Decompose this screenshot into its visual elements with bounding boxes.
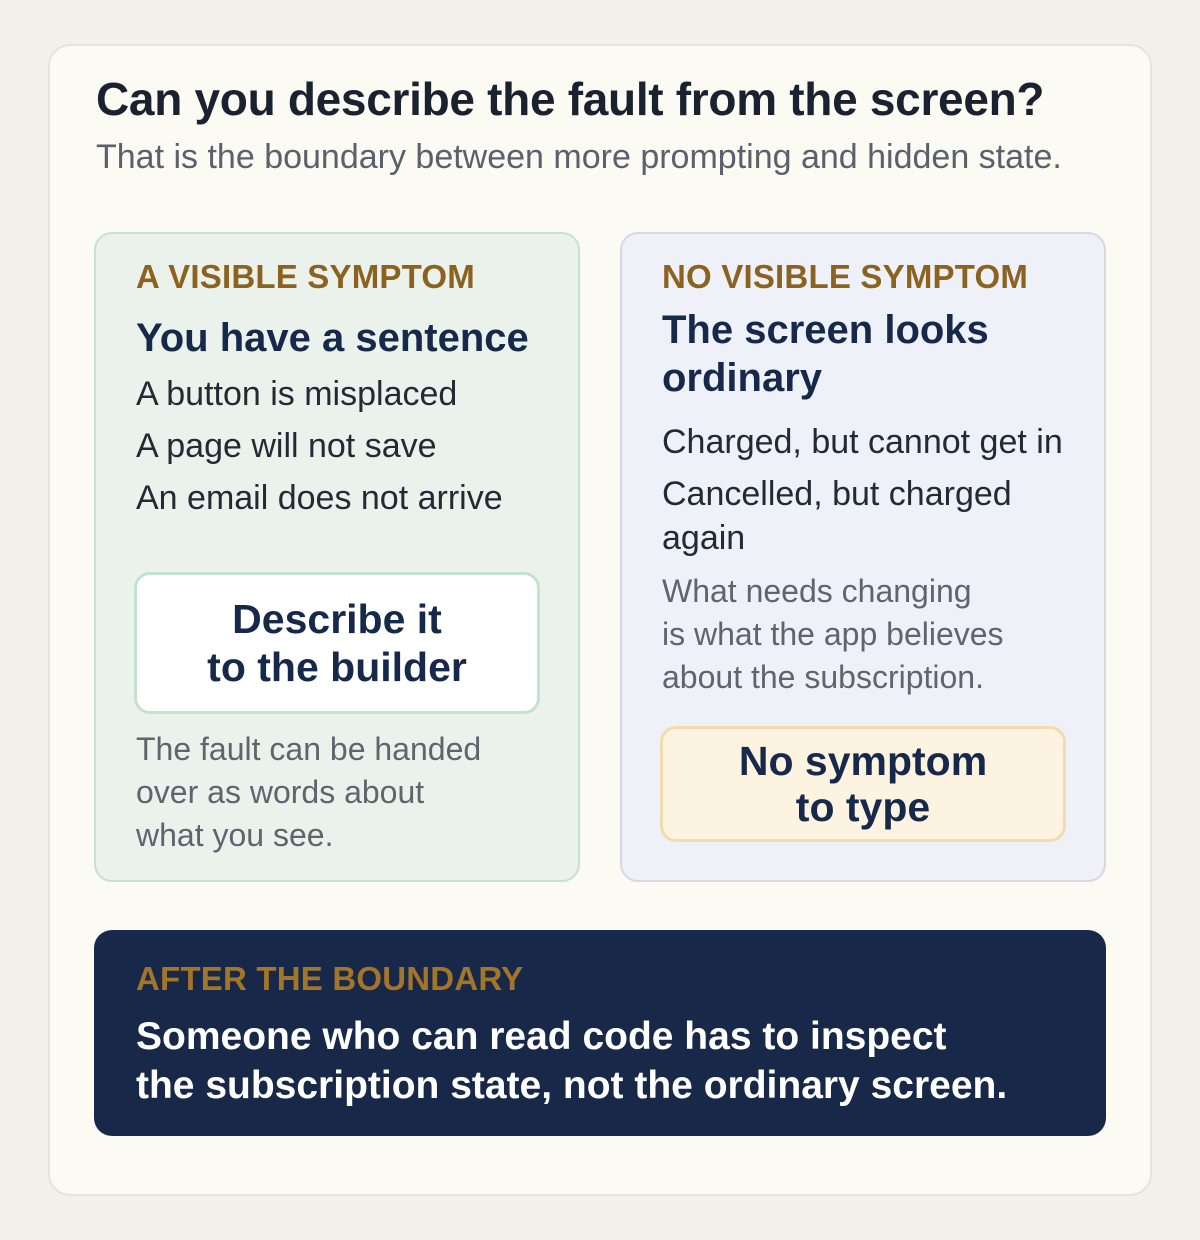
hidden-symptom-item: Cancelled, but charged again xyxy=(662,475,1012,557)
no-visible-symptom-kicker: NO VISIBLE SYMPTOM xyxy=(662,258,1029,295)
after-boundary-text: Someone who can read code has to inspect the subscription state, not the ordinary screen. xyxy=(136,1015,1008,1107)
page-title: Can you describe the fault from the screen? xyxy=(96,73,1045,125)
page-subtitle: That is the boundary between more prompting and hidden state. xyxy=(96,138,1062,176)
visible-symptom-kicker: A VISIBLE SYMPTOM xyxy=(136,258,475,295)
symptom-item: A page will not save xyxy=(136,427,437,465)
no-visible-symptom-note: What needs changing is what the app believes about the subscription. xyxy=(662,573,1004,695)
symptom-item: A button is misplaced xyxy=(136,375,458,413)
after-boundary-kicker: AFTER THE BOUNDARY xyxy=(136,960,524,997)
visible-symptom-heading: You have a sentence xyxy=(136,316,529,360)
no-symptom-pill: No symptom to type xyxy=(660,726,1066,842)
no-visible-symptom-heading: The screen looks ordinary xyxy=(662,308,989,400)
hidden-symptom-item: Charged, but cannot get in xyxy=(662,423,1063,461)
describe-it-pill: Describe it to the builder xyxy=(134,572,540,714)
after-boundary-banner xyxy=(94,930,1106,1136)
visible-symptom-note: The fault can be handed over as words about what you see. xyxy=(136,731,482,853)
symptom-item: An email does not arrive xyxy=(136,479,503,517)
